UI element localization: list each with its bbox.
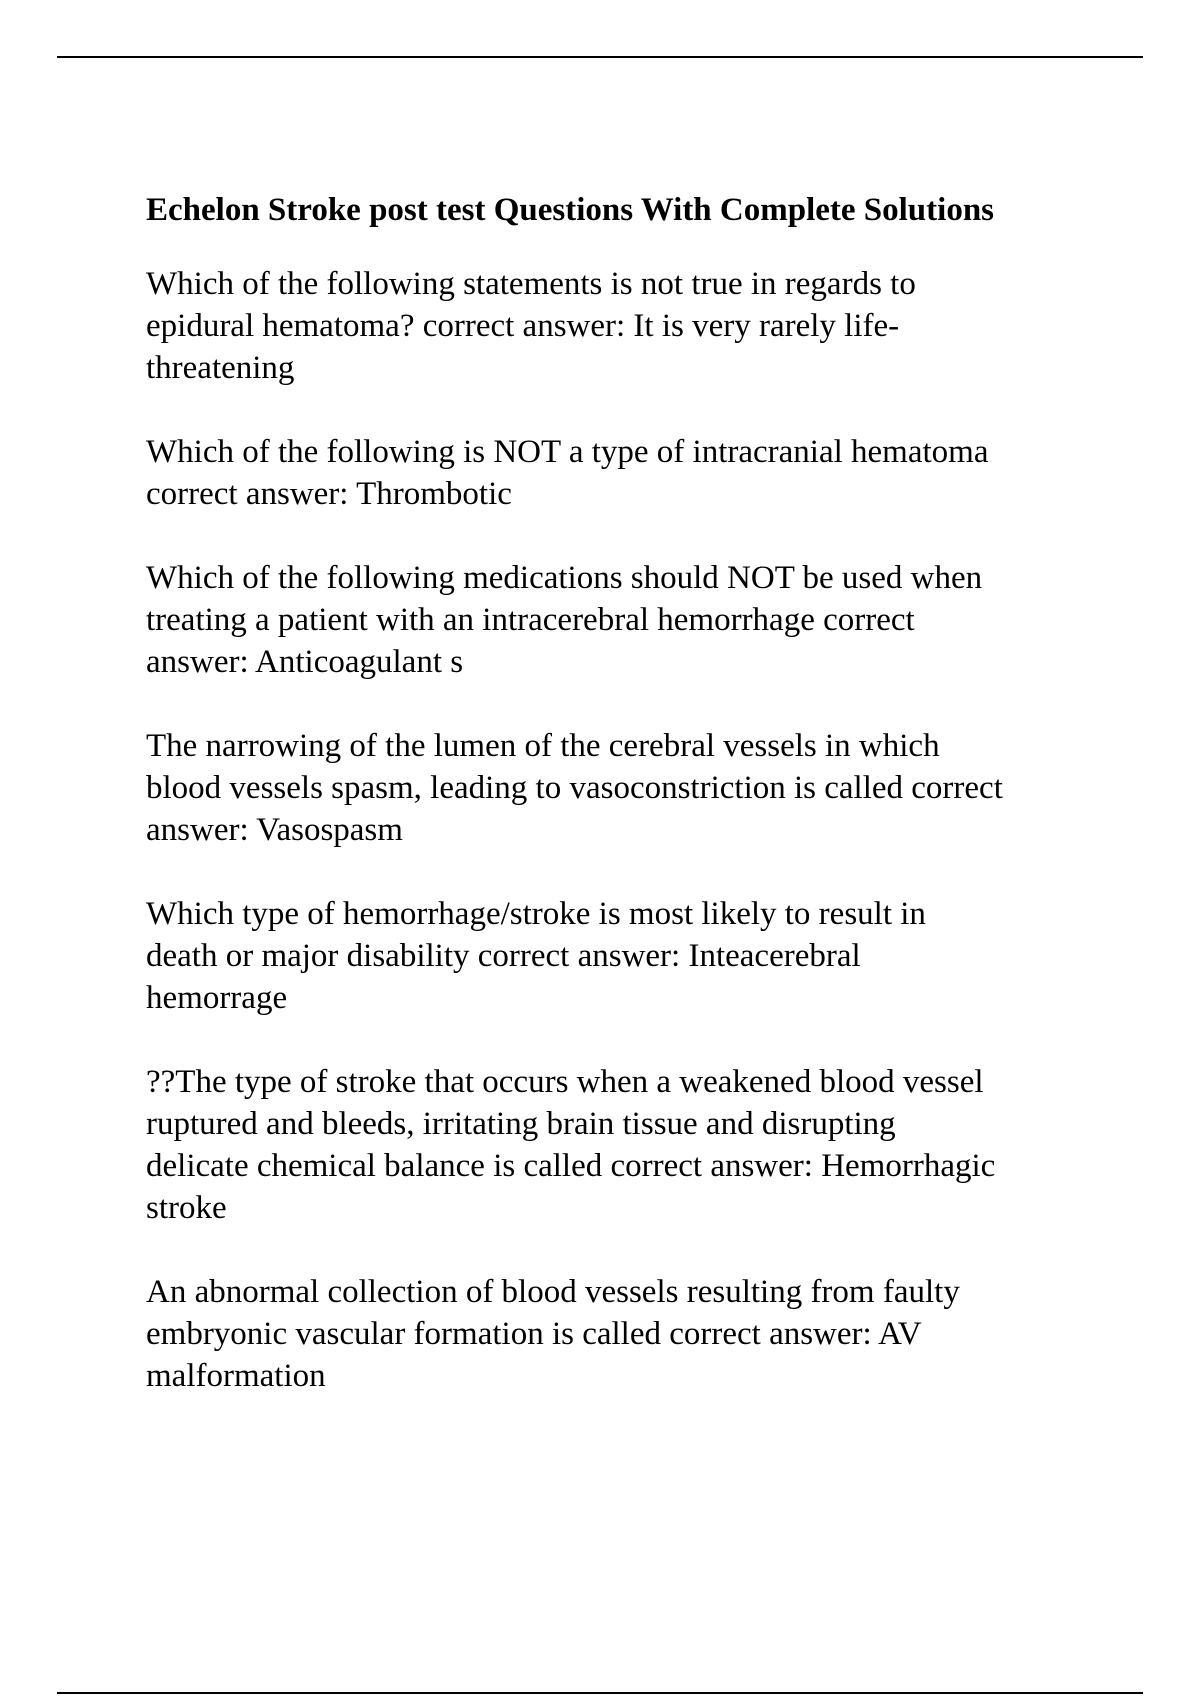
qa-line: stroke <box>146 1190 227 1226</box>
qa-line: Which type of hemorrhage/stroke is most likely to result in <box>146 896 926 932</box>
qa-line: embryonic vascular formation is called correct answer: AV <box>146 1316 922 1352</box>
qa-line: ??The type of stroke that occurs when a weakened blood vessel <box>146 1064 984 1100</box>
qa-line: malformation <box>146 1358 326 1394</box>
footer-rule <box>57 1692 1143 1694</box>
qa-line: The narrowing of the lumen of the cerebral vessels in which <box>146 728 940 764</box>
qa-line: delicate chemical balance is called correct answer: Hemorrhagic <box>146 1148 996 1184</box>
qa-item <box>146 893 1106 1019</box>
qa-line: An abnormal collection of blood vessels resulting from faulty <box>146 1274 960 1310</box>
qa-line: answer: Vasospasm <box>146 812 403 848</box>
qa-item <box>146 557 1106 683</box>
qa-line: correct answer: Thrombotic <box>146 476 512 512</box>
document-body <box>146 188 1106 1439</box>
qa-line: hemorrage <box>146 980 288 1016</box>
qa-item <box>146 431 1106 515</box>
qa-line: epidural hematoma? correct answer: It is very rarely life- <box>146 308 900 344</box>
qa-item <box>146 1061 1106 1229</box>
qa-item <box>146 263 1106 389</box>
qa-line: Which of the following medications should NOT be used when <box>146 560 983 596</box>
qa-item <box>146 725 1106 851</box>
document-title: Echelon Stroke post test Questions With Complete Solutions <box>146 192 995 228</box>
qa-line: answer: Anticoagulant s <box>146 644 464 680</box>
header-rule <box>57 56 1143 58</box>
qa-line: treating a patient with an intracerebral hemorrhage correct <box>146 602 915 638</box>
qa-line: death or major disability correct answer: Inteacerebral <box>146 938 861 974</box>
qa-line: blood vessels spasm, leading to vasoconstriction is called correct <box>146 770 1003 806</box>
qa-item <box>146 1271 1106 1397</box>
qa-line: Which of the following statements is not true in regards to <box>146 266 916 302</box>
qa-line: ruptured and bleeds, irritating brain tissue and disrupting <box>146 1106 896 1142</box>
qa-line: threatening <box>146 350 295 386</box>
qa-line: Which of the following is NOT a type of intracranial hematoma <box>146 434 989 470</box>
